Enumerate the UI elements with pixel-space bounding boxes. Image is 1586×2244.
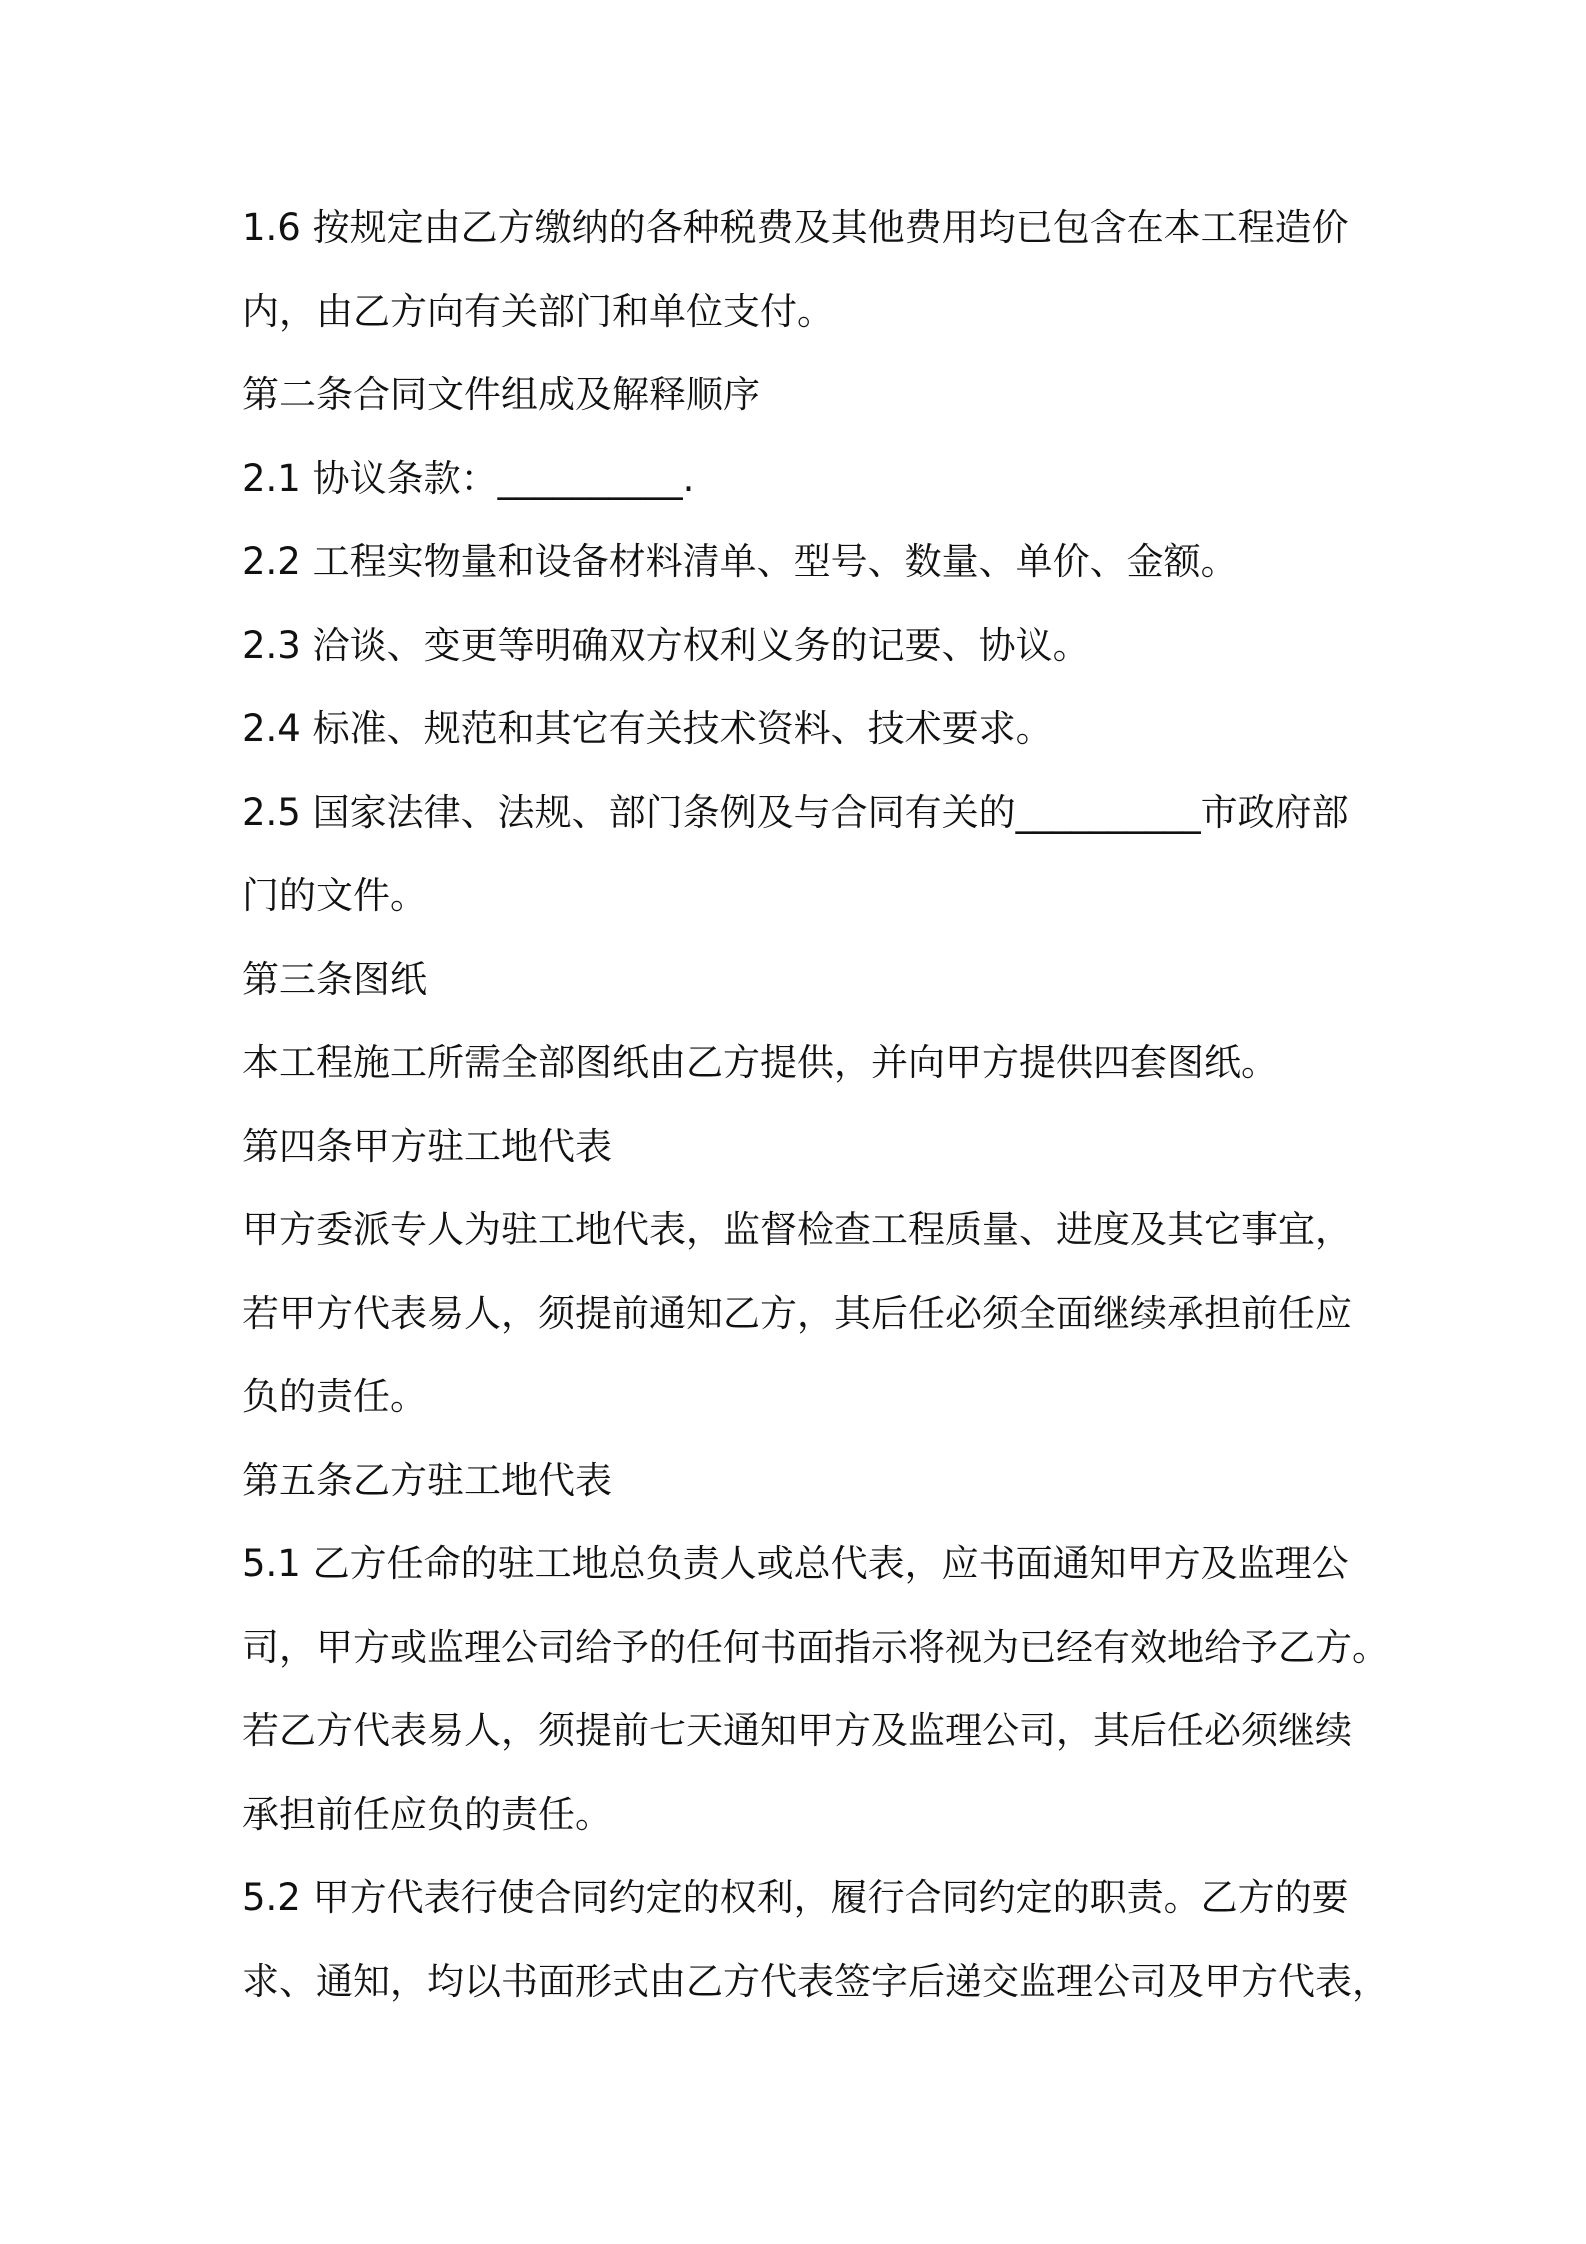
text-line: 若乙方代表易人，须提前七天通知甲方及监理公司，其后任必须继续 [242, 1709, 1352, 1752]
text-line: 2.4 标准、规范和其它有关技术资料、技术要求。 [242, 707, 1053, 750]
text-line: 若甲方代表易人，须提前通知乙方，其后任必须全面继续承担前任应 [242, 1291, 1352, 1335]
section-heading: 第二条合同文件组成及解释顺序 [242, 373, 760, 416]
text-line: 内，由乙方向有关部门和单位支付。 [242, 289, 834, 333]
section-heading: 第五条乙方驻工地代表 [242, 1458, 612, 1502]
document-body [242, 186, 1389, 2023]
text-line: 2.1 协议条款：__________. [242, 456, 695, 500]
text-line: 5.1 乙方任命的驻工地总负责人或总代表，应书面通知甲方及监理公 [242, 1542, 1349, 1585]
text-line: 司，甲方或监理公司给予的任何书面指示将视为已经有效地给予乙方。 [242, 1625, 1389, 1669]
section-heading: 第三条图纸 [242, 957, 427, 1001]
text-line: 负的责任。 [242, 1375, 427, 1418]
text-line: 本工程施工所需全部图纸由乙方提供，并向甲方提供四套图纸。 [242, 1041, 1278, 1084]
text-line: 5.2 甲方代表行使合同约定的权利，履行合同约定的职责。乙方的要 [242, 1876, 1349, 1919]
section-heading: 第四条甲方驻工地代表 [242, 1124, 612, 1168]
text-line: 1.6 按规定由乙方缴纳的各种税费及其他费用均已包含在本工程造价 [242, 206, 1349, 249]
text-line: 求、通知，均以书面形式由乙方代表签字后递交监理公司及甲方代表， [242, 1959, 1389, 2003]
text-line: 2.3 洽谈、变更等明确双方权利义务的记要、协议。 [242, 623, 1090, 667]
text-line: 甲方委派专人为驻工地代表，监督检查工程质量、进度及其它事宜， [242, 1208, 1352, 1251]
text-line: 2.2 工程实物量和设备材料清单、型号、数量、单价、金额。 [242, 540, 1238, 583]
text-line: 门的文件。 [242, 874, 427, 917]
text-line: 承担前任应负的责任。 [242, 1792, 612, 1836]
text-line: 2.5 国家法律、法规、部门条例及与合同有关的__________市政府部 [242, 790, 1349, 834]
